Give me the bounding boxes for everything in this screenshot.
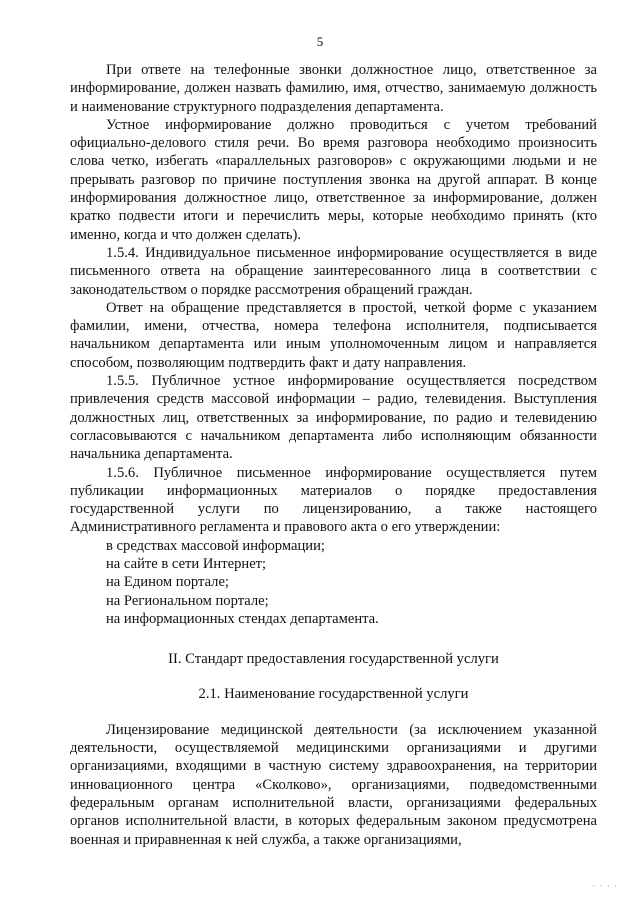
paragraph: 1.5.5. Публичное устное информирование осуществляется посредством привлечения средств массовой информации – радио, телевидения. Выступления должностных лиц, ответственных за информирование, по радио и телевидению согласовываются с начальником департамента либо исполняющим обязанности начальника департамента.	[70, 373, 597, 463]
document-body	[70, 61, 597, 849]
list-item: на Региональном портале;	[106, 592, 269, 609]
list-item: на сайте в сети Интернет;	[106, 556, 267, 573]
paragraph: Ответ на обращение представляется в простой, четкой форме с указанием фамилии, имени, отчества, номера телефона исполнителя, подписывается начальником департамента или иным уполномоченным лицом и направляется способом, позволяющим подтвердить факт и дату направления.	[70, 299, 597, 371]
section-heading: II. Стандарт предоставления государственной услуги	[168, 651, 499, 668]
paragraph: 1.5.4. Индивидуальное письменное информирование осуществляется в виде письменного ответа на обращение заинтересованного лица в соответствии с законодательством о порядке рассмотрения обращений граждан.	[70, 244, 597, 298]
page-number: 5	[316, 34, 324, 49]
publication-list	[70, 537, 597, 628]
paragraph: Устное информирование должно проводиться с учетом требований официально-делового стиля речи. Во время разговора необходимо произносить слова четко, избегать «параллельных разговоров» с окружающими людьми и не прерывать разговор по причине поступления звонка на другой аппарат. В конце информирования должностное лицо, ответственное за информирование, должен кратко подвести итоги и перечислить меры, которые необходимо принять (кто именно, когда и что должен сделать).	[70, 116, 597, 243]
scan-artifact: · · · ·	[592, 881, 618, 891]
list-item: в средствах массовой информации;	[106, 537, 325, 554]
subsection-heading: 2.1. Наименование государственной услуги	[198, 685, 469, 702]
paragraph: При ответе на телефонные звонки должностное лицо, ответственное за информирование, должен назвать фамилию, имя, отчество, занимаемую должность и наименование структурного подразделения департамента.	[70, 62, 597, 115]
paragraph: 1.5.6. Публичное письменное информирование осуществляется путем публикации информационных материалов о порядке предоставления государственной услуги по лицензированию, а также настоящего Административного регламента и правового акта о его утверждении:	[70, 464, 597, 536]
list-item: на информационных стендах департамента.	[106, 610, 379, 627]
list-item: на Едином портале;	[106, 574, 229, 591]
paragraph: Лицензирование медицинской деятельности (за исключением указанной деятельности, осуществляемой медицинскими организациями и другими организациями, входящими в частную систему здравоохранения, на территории инновационного центра «Сколково», организациями, подведомственными федеральным органам исполнительной власти, организациями федеральных органов исполнительной власти, в которых федеральным законом предусмотрена военная и приравненная к ней служба, а также организациями,	[70, 721, 597, 848]
